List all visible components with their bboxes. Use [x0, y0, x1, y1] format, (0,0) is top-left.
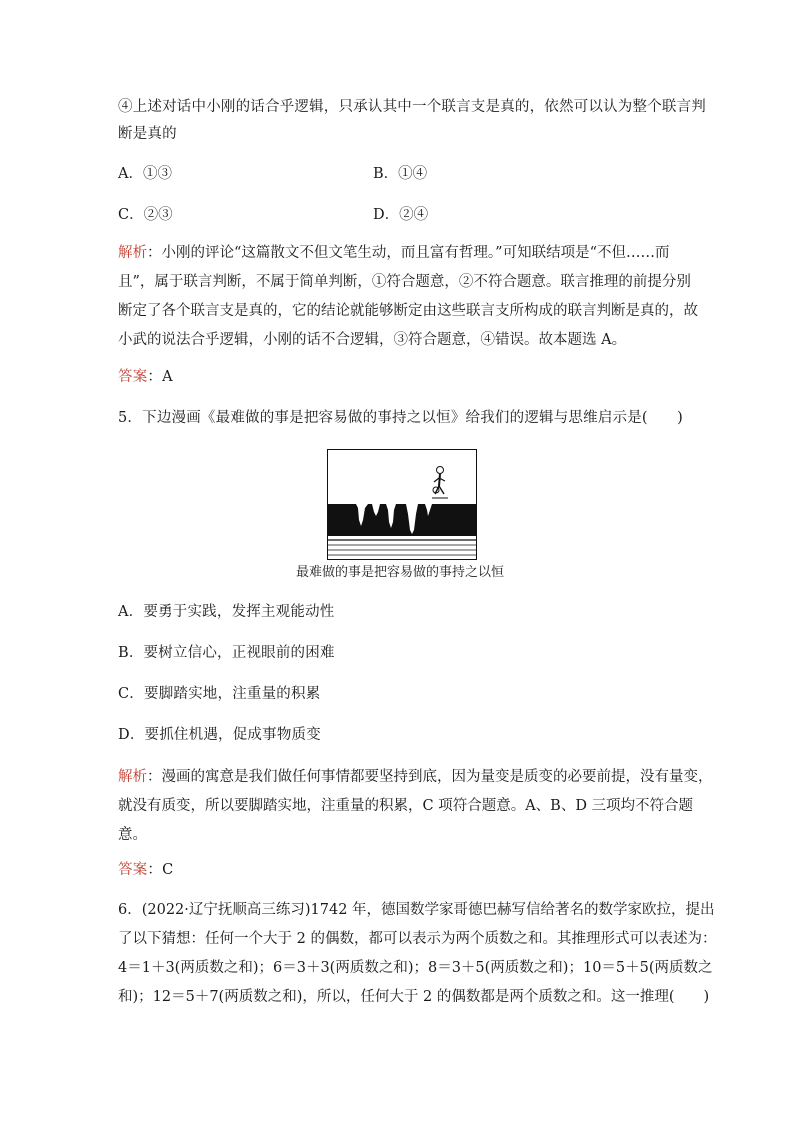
q4-option-c: C．②③ — [118, 207, 173, 223]
answer-value: ：C — [147, 862, 174, 878]
analysis-label: 解析 — [118, 769, 147, 785]
analysis-text-row: 就没有质变，所以要脚踏实地，注重量的积累，C 项符合题意。A、B、D 三项均不符合题 — [118, 798, 694, 814]
q5-stem: 5．下边漫画《最难做的事是把容易做的事持之以恒》给我们的逻辑与思维启示是( ) — [118, 410, 684, 426]
q4-answer — [118, 367, 173, 387]
q6-stem-row: 4＝1＋3(两质数之和)；6＝3＋3(两质数之和)；8＝3＋5(两质数之和)；10＝5＋5(两质数之 — [118, 960, 713, 976]
analysis-text-row: 小武的说法合乎逻辑，小刚的话不合逻辑，③符合题意，④错误。故本题选 A。 — [118, 332, 627, 348]
q4-analysis — [118, 239, 698, 355]
q6-stem-row: 6．(2022·辽宁抚顺高三练习)1742 年，德国数学家哥德巴赫写信给著名的数学家欧拉，提出 — [118, 902, 715, 918]
q5-analysis — [118, 763, 713, 850]
cartoon-image — [327, 449, 477, 560]
q6-stem — [118, 896, 717, 1012]
q5-answer — [118, 860, 173, 880]
analysis-text-row: ：小刚的评论“这篇散文不但文笔生动，而且富有哲理。”可知联结项是“不但……而 — [147, 245, 670, 261]
q5-option-d: D．要抓住机遇，促成事物质变 — [118, 727, 321, 743]
cartoon-caption: 最难做的事是把容易做的事持之以恒 — [295, 565, 504, 580]
analysis-text-row: 意。 — [118, 827, 147, 843]
q5-option-a: A．要勇于实践，发挥主观能动性 — [118, 604, 335, 620]
cartoon-illustration — [328, 450, 476, 559]
q6-stem-row: 和)；12＝5＋7(两质数之和)，所以，任何大于 2 的偶数都是两个质数之和。这一推理( ) — [118, 989, 710, 1005]
answer-label: 答案 — [118, 862, 148, 878]
analysis-text-row: 断定了各个联言支是真的，它的结论就能够断定由这些联言支所构成的联言判断是真的，故 — [118, 303, 698, 319]
q5-option-b: B．要树立信心，正视眼前的困难 — [118, 645, 335, 661]
analysis-label: 解析 — [118, 245, 147, 261]
analysis-text-row: 且”，属于联言判断，不属于简单判断，①符合题意，②不符合题意。联言推理的前提分别 — [118, 274, 691, 290]
analysis-text-row: ：漫画的寓意是我们做任何事情都要坚持到底，因为量变是质变的必要前提，没有量变， — [147, 769, 713, 785]
q4-option-d: D．②④ — [373, 207, 429, 223]
answer-value: ：A — [147, 369, 173, 385]
q4-statement-4-line2: 断是真的 — [118, 126, 177, 142]
q5-option-c: C．要脚踏实地，注重量的积累 — [118, 686, 321, 702]
answer-label: 答案 — [118, 369, 148, 385]
q4-statement-4-line1: ④上述对话中小刚的话合乎逻辑，只承认其中一个联言支是真的，依然可以认为整个联言判 — [118, 99, 706, 115]
q4-option-a: A．①③ — [118, 166, 172, 182]
q6-stem-row: 了以下猜想：任何一个大于 2 的偶数，都可以表示为两个质数之和。其推理形式可以表述为： — [118, 931, 717, 947]
q4-option-b: B．①④ — [373, 166, 428, 182]
